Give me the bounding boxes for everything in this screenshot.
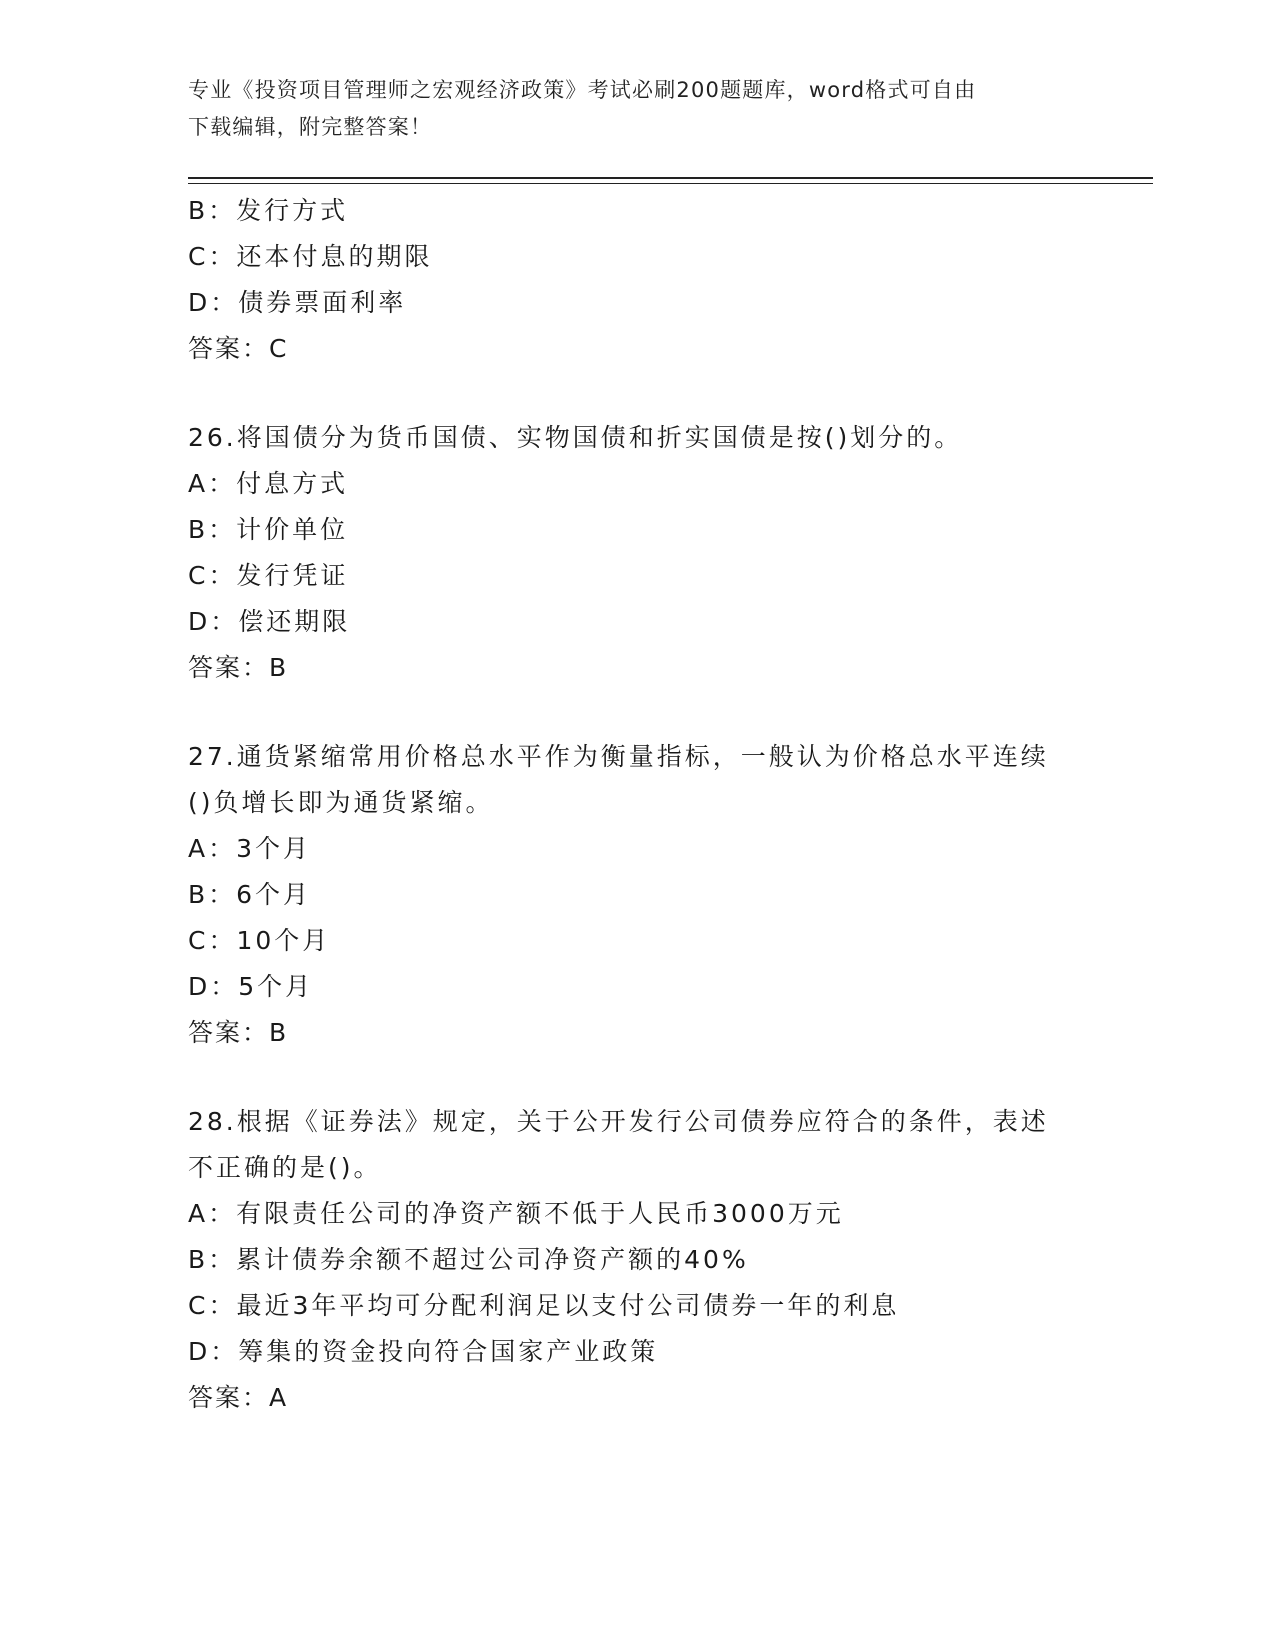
option-d: D：偿还期限 <box>188 607 351 636</box>
option-b: B：6个月 <box>188 880 312 909</box>
question-text: 26.将国债分为货币国债、实物国债和折实国债是按()划分的。 <box>188 423 963 452</box>
option-c: C：最近3年平均可分配利润足以支付公司债券一年的利息 <box>188 1291 900 1320</box>
option-d: D：筹集的资金投向符合国家产业政策 <box>188 1337 659 1366</box>
option-c: C：发行凭证 <box>188 561 349 590</box>
option-a: A：有限责任公司的净资产额不低于人民币3000万元 <box>188 1199 844 1228</box>
option-d: D：5个月 <box>188 972 314 1001</box>
header-line-1: 专业《投资项目管理师之宏观经济政策》考试必刷200题题库，word格式可自由 <box>188 78 977 102</box>
header-rule-thick <box>188 177 1153 179</box>
question-text-line-1: 27.通货紧缩常用价格总水平作为衡量指标，一般认为价格总水平连续 <box>188 742 1049 771</box>
option-a: A：3个月 <box>188 834 312 863</box>
answer: 答案：B <box>188 1018 289 1047</box>
option-c: C：还本付息的期限 <box>188 242 433 271</box>
spacer <box>188 372 1088 415</box>
answer: 答案：C <box>188 334 289 363</box>
document-header <box>188 72 1078 146</box>
spacer <box>188 1056 1088 1099</box>
question-26 <box>188 415 1088 691</box>
spacer <box>188 691 1088 734</box>
option-c: C：10个月 <box>188 926 331 955</box>
option-a: A：付息方式 <box>188 469 349 498</box>
question-text-line-1: 28.根据《证券法》规定，关于公开发行公司债券应符合的条件，表述 <box>188 1107 1049 1136</box>
option-b: B：发行方式 <box>188 196 349 225</box>
answer: 答案：A <box>188 1383 289 1412</box>
header-line-2: 下载编辑，附完整答案！ <box>188 115 433 139</box>
answer: 答案：B <box>188 653 289 682</box>
question-text-line-2: ()负增长即为通货紧缩。 <box>188 788 494 817</box>
option-b: B：计价单位 <box>188 515 349 544</box>
header-rule-thin <box>188 183 1153 184</box>
question-list <box>188 188 1088 1421</box>
question-25-tail <box>188 188 1088 372</box>
question-27 <box>188 734 1088 1056</box>
option-d: D：债券票面利率 <box>188 288 407 317</box>
question-28 <box>188 1099 1088 1421</box>
question-text-line-2: 不正确的是()。 <box>188 1153 382 1182</box>
option-b: B：累计债券余额不超过公司净资产额的40% <box>188 1245 749 1274</box>
